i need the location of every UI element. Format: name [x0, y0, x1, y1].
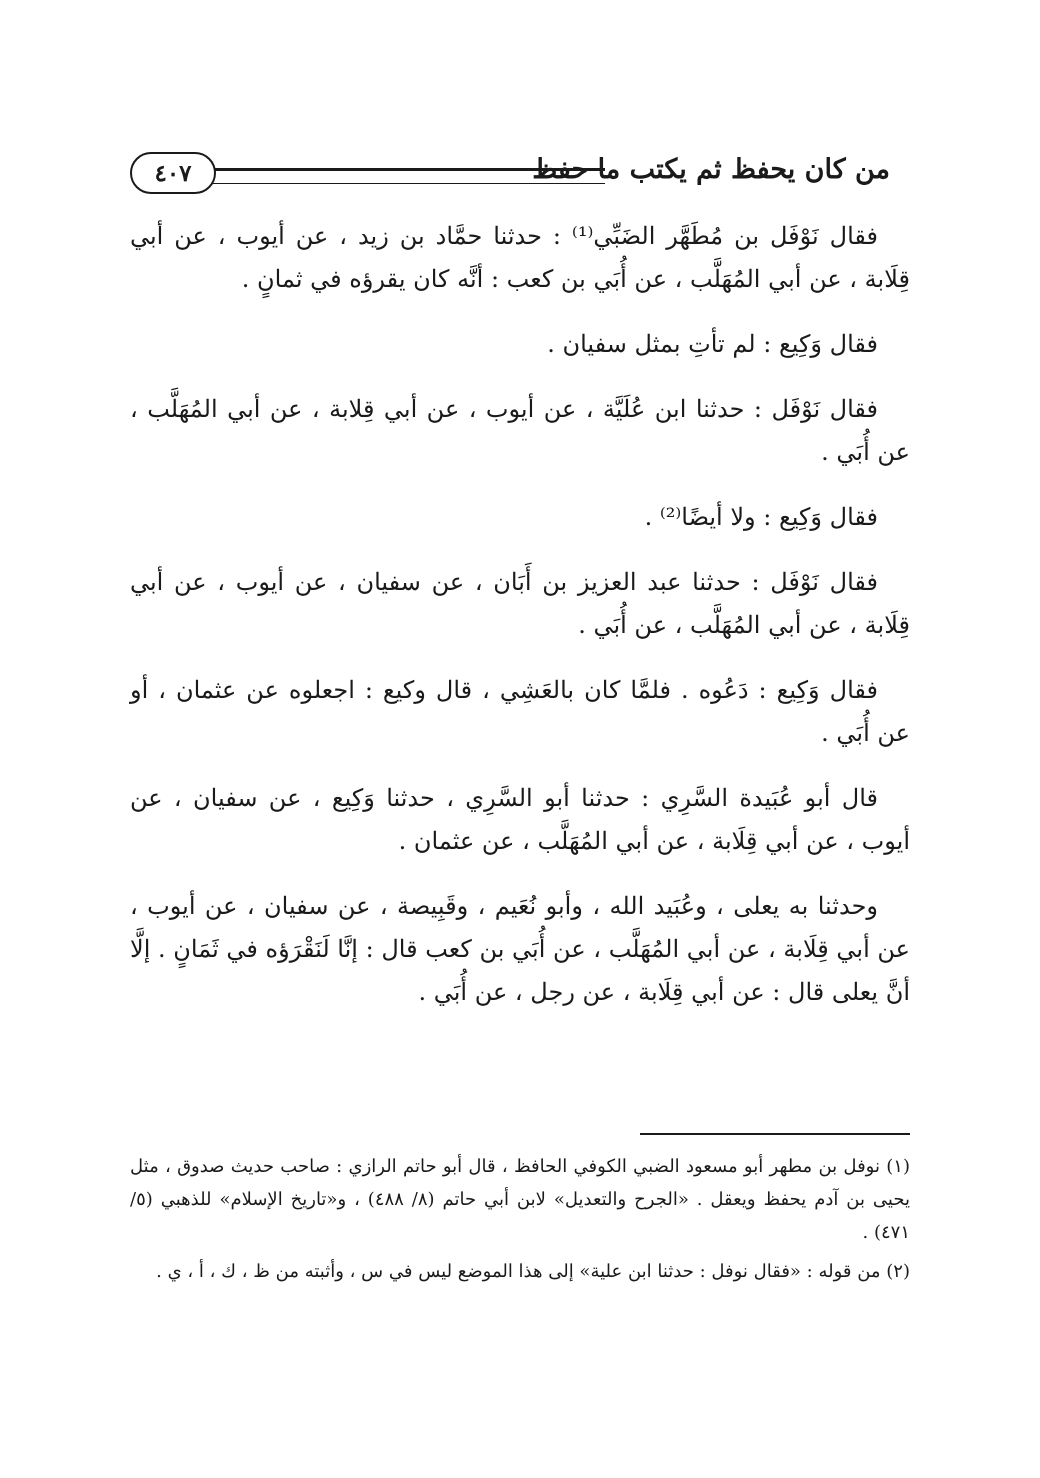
footnote-separator — [640, 1133, 910, 1135]
paragraph: فقال نَوْفَل : حدثنا عبد العزيز بن أَبَان ، عن سفيان ، عن أيوب ، عن أبي قِلَابة ، عن أبي المُهَلَّب ، عن أُبَي . — [130, 568, 910, 639]
running-title: من كان يحفظ ثم يكتب ما حفظ — [532, 154, 890, 185]
main-text — [130, 215, 910, 1036]
paragraph: وحدثنا به يعلى ، وعُبَيد الله ، وأبو نُعَيم ، وقَبِيصة ، عن سفيان ، عن أيوب ، عن أبي قِلَابة ، عن أبي المُهَلَّب ، عن أُبَي بن كعب قال : إنَّا لَنَقْرَؤه في ثَمَانٍ . إلَّا أنَّ يعلى قال : عن أبي قِلَابة ، عن رجل ، عن أُبَي . — [130, 892, 911, 1006]
paragraph: فقال نَوْفَل : حدثنا ابن عُلَيَّة ، عن أيوب ، عن أبي قِلابة ، عن أبي المُهَلَّب ، عن أُبَي . — [130, 395, 910, 466]
footnote-1: (١) نوفل بن مطهر أبو مسعود الضبي الكوفي الحافظ ، قال أبو حاتم الرازي : صاحب حديث صدوق ، مثل يحيى بن آدم يحفظ ويعقل . «الجرح والتعديل» لابن أبي حاتم (٨/ ٤٨٨) ، و«تاريخ الإسلام» للذهبي (٥/ ٤٧١) . — [130, 1156, 910, 1243]
paragraph: فقال نَوْفَل بن مُطَهَّر الضَبِّي⁽¹⁾ : حدثنا حمَّاد بن زيد ، عن أيوب ، عن أبي قِلَابة ، عن أبي المُهَلَّب ، عن أُبَي بن كعب : أنَّه كان يقرؤه في ثمانٍ . — [130, 222, 910, 293]
header-double-rule — [210, 168, 605, 184]
page-number-frame — [130, 152, 216, 194]
page-header — [130, 146, 890, 206]
page-number: ٤٠٧ — [154, 159, 192, 187]
footnote-2: (٢) من قوله : «فقال نوفل : حدثنا ابن علية» إلى هذا الموضع ليس في س ، وأثبته من ظ ، ك ، أ ، ي . — [156, 1261, 910, 1282]
paragraph: فقال وَكِيع : دَعُوه . فلمَّا كان بالعَشِي ، قال وكيع : اجعلوه عن عثمان ، أو عن أُبَي . — [130, 676, 910, 747]
paragraph: فقال وَكِيع : ولا أيضًا⁽²⁾ . — [644, 503, 878, 531]
paragraph: فقال وَكِيع : لم تأتِ بمثل سفيان . — [547, 330, 878, 358]
footnotes — [130, 1150, 910, 1294]
paragraph: قال أبو عُبَيدة السَّرِي : حدثنا أبو السَّرِي ، حدثنا وَكِيع ، عن سفيان ، عن أيوب ، عن أبي قِلَابة ، عن أبي المُهَلَّب ، عن عثمان . — [130, 784, 910, 855]
